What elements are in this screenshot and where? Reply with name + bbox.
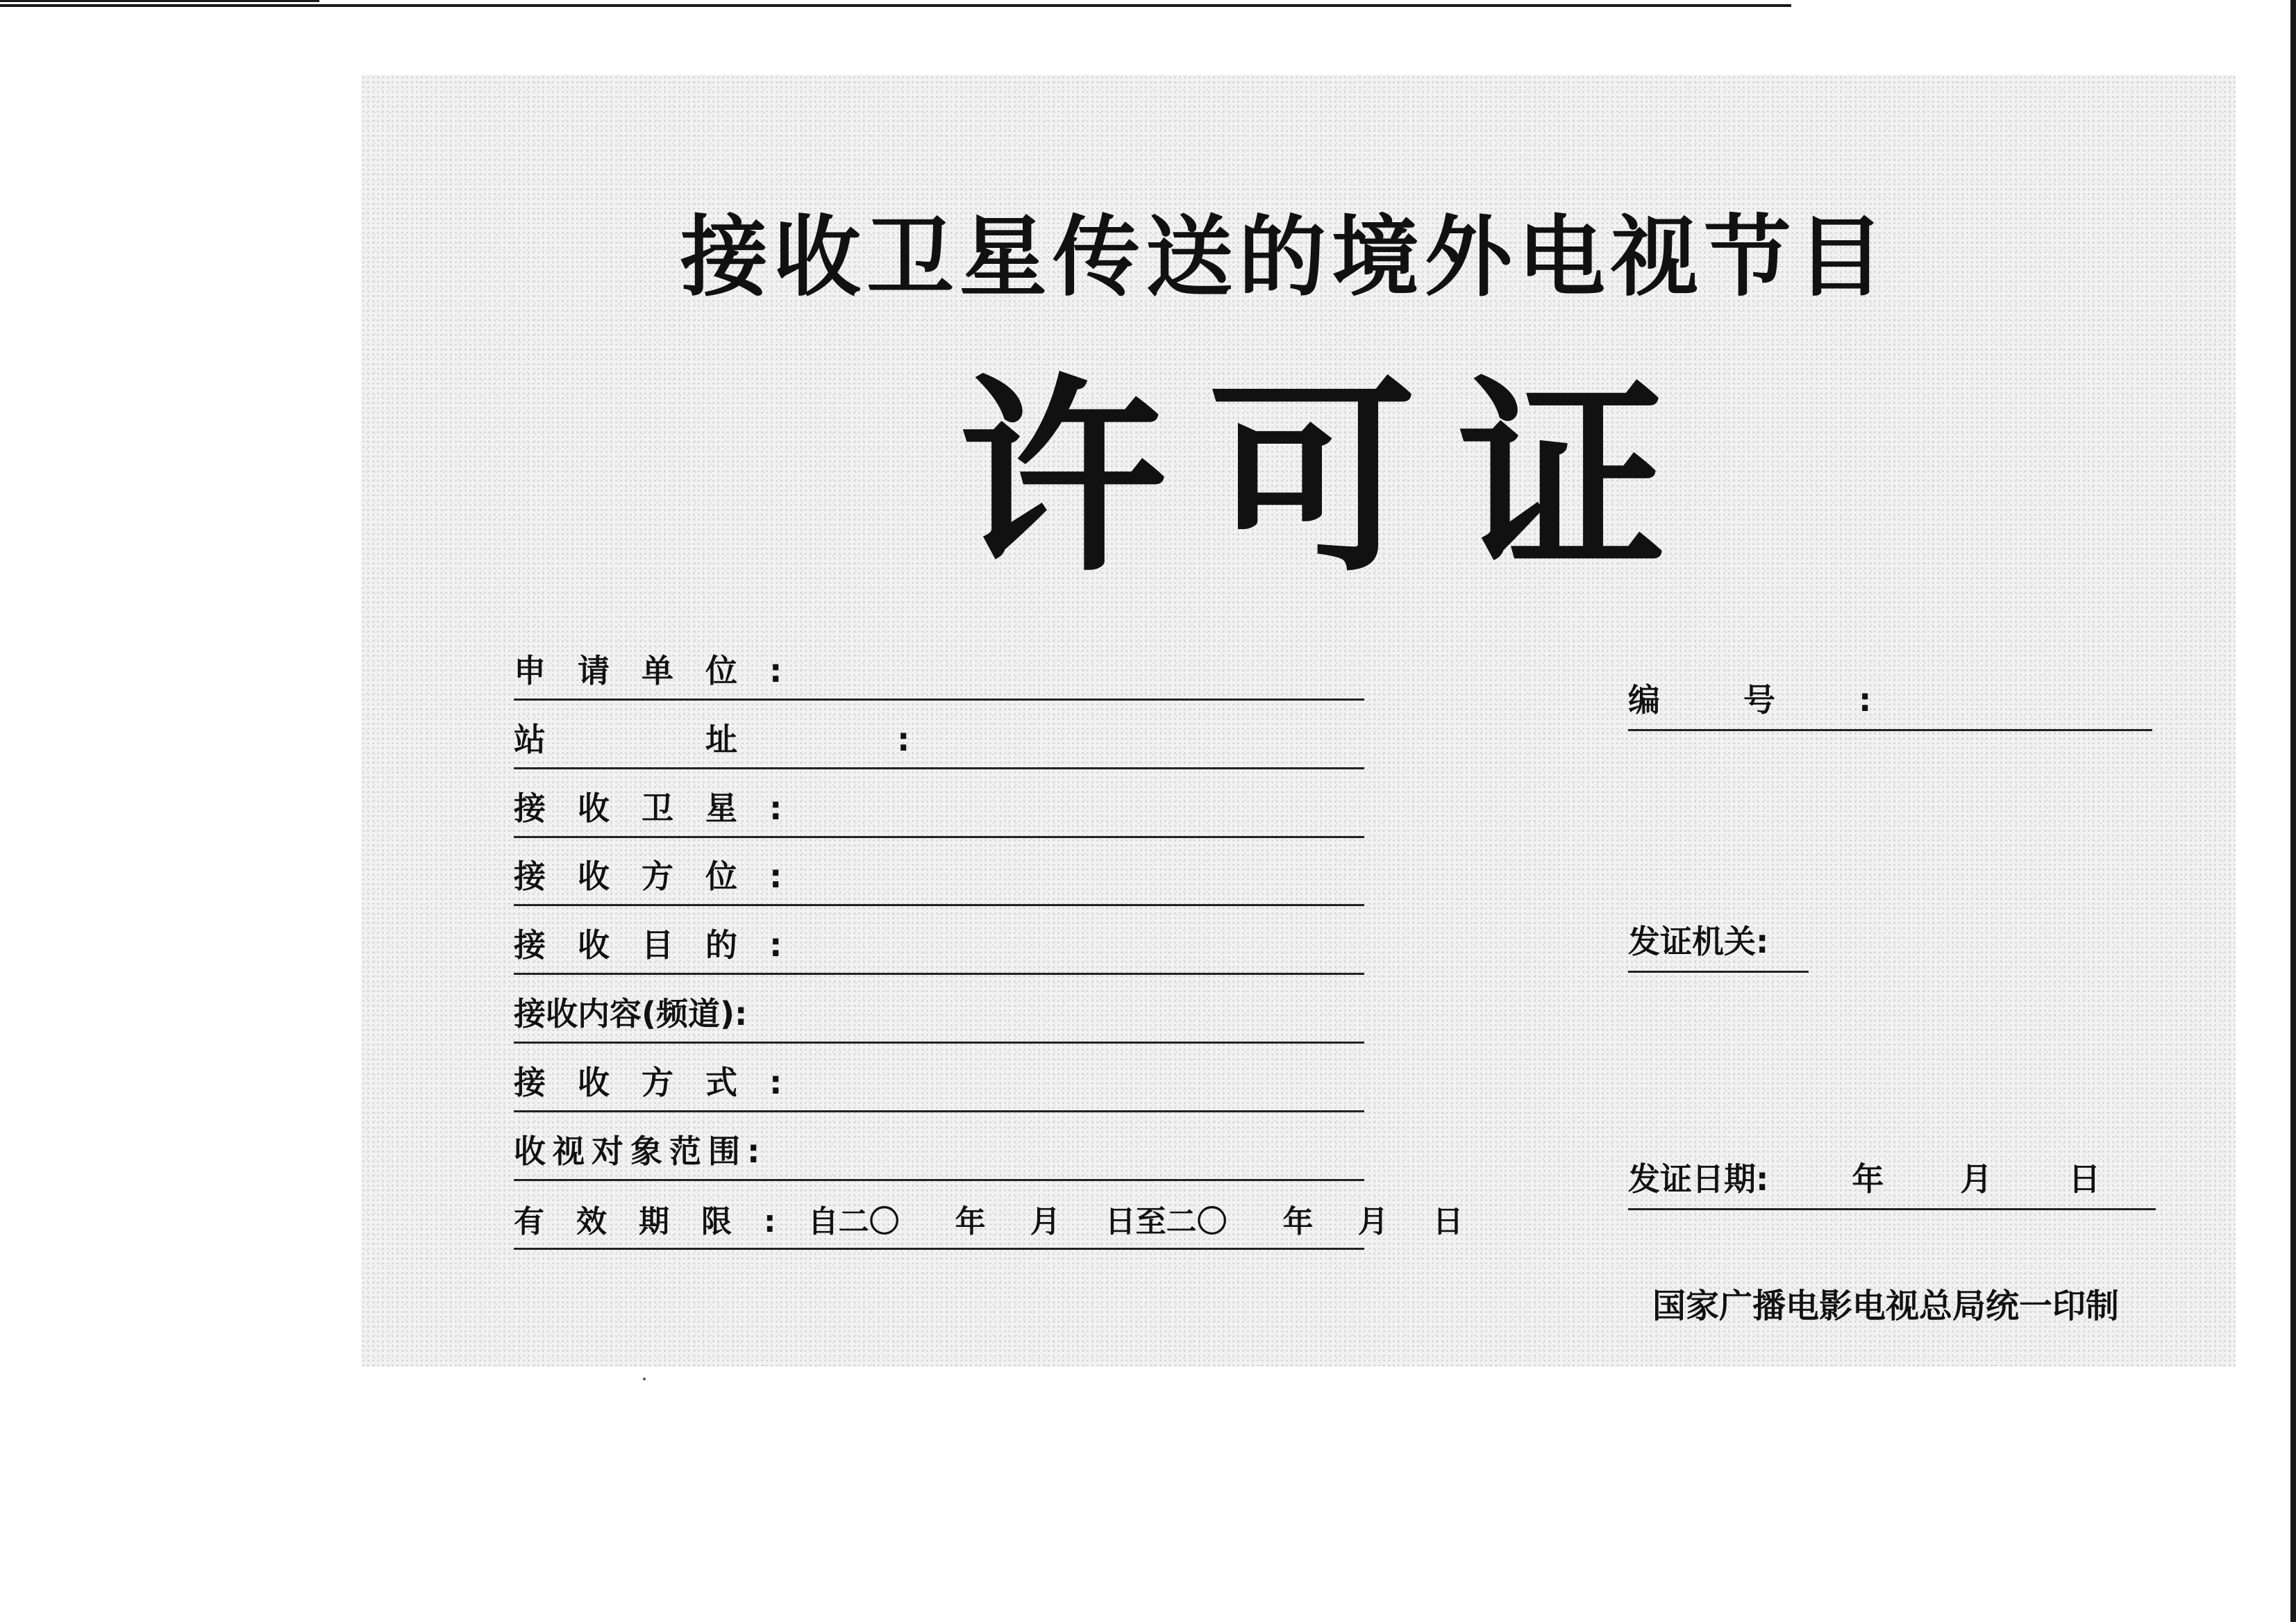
field-row-content-channel[interactable] [514, 973, 1364, 1044]
issue-date-day: 日 [2068, 1160, 2101, 1198]
issue-date-month: 月 [1960, 1160, 1993, 1198]
field-label-validity: 有效期限: [514, 1204, 808, 1239]
certificate-title: 许可证 [958, 358, 1708, 600]
validity-text [514, 1196, 1464, 1241]
scan-dust-dot [643, 1378, 646, 1380]
issue-date-year: 年 [1852, 1160, 1884, 1198]
validity-month-1: 月 [1030, 1204, 1061, 1239]
field-row-validity[interactable] [514, 1180, 1464, 1250]
field-label-purpose: 接收目的: [514, 926, 814, 964]
field-row-satellite[interactable] [514, 768, 1364, 838]
field-row-method[interactable] [514, 1042, 1364, 1112]
field-label-satellite: 接收卫星: [514, 789, 814, 827]
validity-month-2: 月 [1357, 1204, 1389, 1239]
validity-day-2: 日 [1432, 1204, 1464, 1239]
field-row-issuer[interactable] [1628, 922, 1809, 973]
validity-from-prefix: 自二〇 [807, 1204, 900, 1239]
validity-day-1-to: 日至二〇 [1105, 1204, 1227, 1239]
certificate-subtitle: 接收卫星传送的境外电视节目 [680, 206, 1890, 308]
validity-year-2: 年 [1282, 1204, 1314, 1239]
field-label-direction: 接收方位: [514, 858, 814, 895]
printer-note: 国家广播电影电视总局统一印制 [1652, 1287, 2120, 1326]
field-label-issuer: 发证机关: [1628, 923, 1769, 960]
field-label-applicant: 申请单位: [514, 652, 814, 689]
field-row-purpose[interactable] [514, 905, 1364, 975]
field-row-audience[interactable] [514, 1111, 1364, 1181]
scan-border-top-short [0, 0, 319, 2]
scan-border-right [2290, 0, 2296, 1622]
field-row-issue-date[interactable] [1628, 1160, 2156, 1210]
field-label-issue-date [1628, 1154, 2100, 1200]
field-label-number: 编号: [1628, 681, 1955, 719]
field-row-direction[interactable] [514, 836, 1364, 906]
field-label-method: 接收方式: [514, 1064, 814, 1101]
field-row-number[interactable] [1628, 680, 2152, 731]
field-row-site-address[interactable] [514, 699, 1364, 769]
validity-year-1: 年 [955, 1204, 986, 1239]
field-label-audience: 收视对象范围: [514, 1132, 767, 1170]
field-label-content-channel: 接收内容(频道): [514, 995, 748, 1032]
field-label-site-address: 站址: [514, 721, 1070, 758]
scan-border-top [0, 4, 1791, 7]
issue-date-label: 发证日期: [1628, 1160, 1769, 1198]
field-row-applicant[interactable] [514, 630, 1364, 701]
